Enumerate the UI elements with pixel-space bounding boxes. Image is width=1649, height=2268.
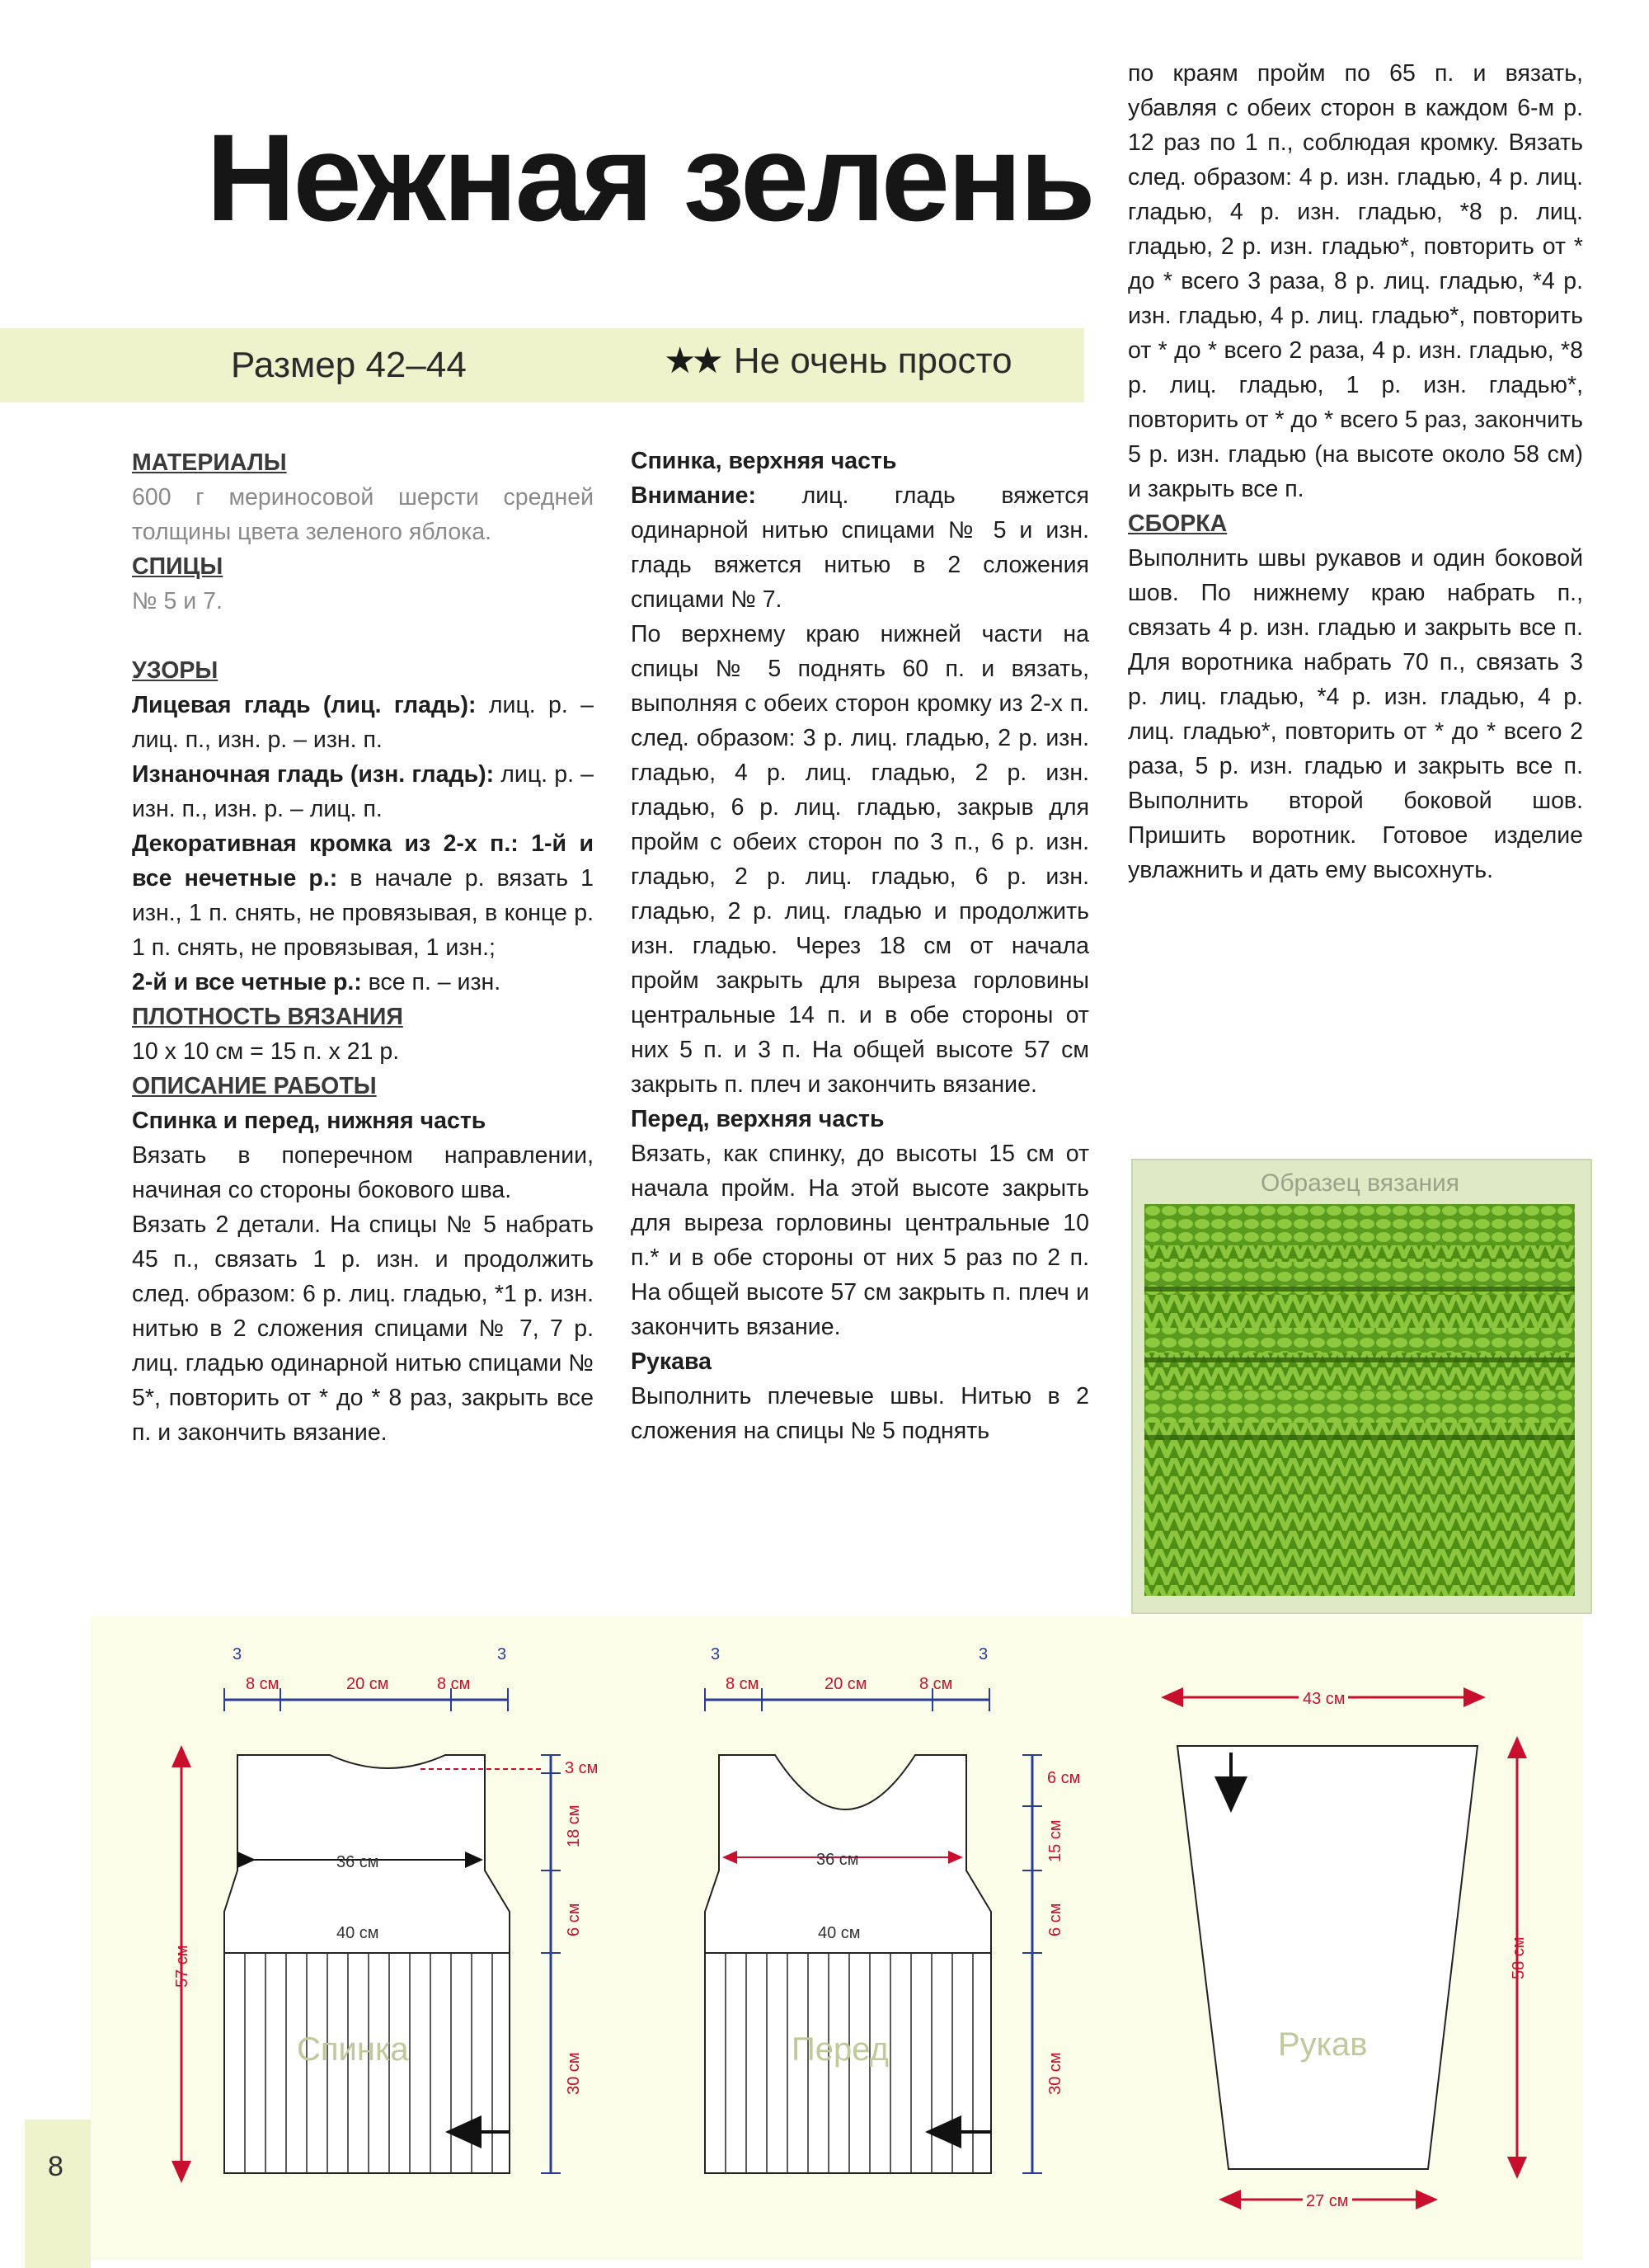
col2-definition: лиц. гладь вяжется одинарной нитью спицами № 5 и изн. гладь вяжется нитью в 2 сложения спицами № 7. — [631, 482, 1089, 613]
col2-paragraph: Выполнить плечевые швы. Нитью в 2 сложения на спицы № 5 поднять — [631, 1383, 1089, 1444]
sleeve-bottom-dim: 27 см — [1306, 2192, 1349, 2210]
sleeve-schematic — [1171, 1687, 1528, 2210]
col1-heading: ОПИСАНИЕ РАБОТЫ — [132, 1073, 377, 1099]
front-width-bottom: 40 см — [818, 1924, 861, 1942]
col2-subheading: Рукава — [631, 1348, 712, 1375]
front-top-left-dim: 8 см — [726, 1675, 759, 1693]
front-tick-left: 3 — [711, 1645, 721, 1663]
sleeve-height-dim: 58 см — [1510, 1936, 1528, 1979]
col1-paragraph: 10 х 10 см = 15 п. х 21 р. — [132, 1038, 400, 1065]
back-schematic — [173, 1645, 598, 2173]
col2-paragraph: Вязать, как спинку, до высоты 15 см от начала пройм. На этой высоте закрыть для выреза горловины центральные 10 п.* и в обе стороны от них 5 раз по 2 п. На общей высоте 57 см закрыть п. плеч и закончить вязание. — [631, 1141, 1089, 1340]
col1-paragraph: 600 г мериносовой шерсти средней толщины цвета зеленого яблока. — [132, 484, 594, 545]
back-tick-right: 3 — [497, 1645, 507, 1663]
front-schematic — [705, 1645, 1080, 2173]
front-width-mid: 36 см — [816, 1851, 859, 1869]
front-lower-dim: 30 см — [1046, 2052, 1064, 2095]
difficulty-stars-icon: ★★ — [664, 341, 719, 381]
col3-paragraph: Выполнить швы рукавов и один боковой шов. По нижнему краю набрать п., связать 4 р. изн. гладью и закрыть все п. Для воротника набрать 70 п., связать 3 р. лиц. гладью, *4 р. изн. гладью, 4 р. лиц. гладью*, повторить от * до * всего 2 раза, 5 р. изн. гладью и закрыть все п. Выполнить второй боковой шов. Пришить воротник. Готовое изделие увлажнить и дать ему высохнуть. — [1128, 545, 1583, 883]
col1-term: Декоративная кромка из 2-х п.: 1-й и все нечетные р.: — [132, 831, 594, 892]
knitting-sample-caption: Образец вязания — [1260, 1169, 1460, 1197]
sleeve-label: Рукав — [1278, 2026, 1368, 2063]
front-label: Перед — [792, 2031, 889, 2068]
back-upper-dim: 6 см — [565, 1903, 583, 1936]
front-top-right-dim: 8 см — [919, 1675, 953, 1693]
col1-subheading: Спинка и перед, нижняя часть — [132, 1108, 486, 1134]
back-width-mid: 36 см — [336, 1853, 379, 1871]
col1-heading: СПИЦЫ — [132, 553, 223, 580]
front-top-mid-dim: 20 см — [824, 1675, 867, 1693]
back-lower-dim: 30 см — [565, 2052, 583, 2095]
front-upper-dim: 6 см — [1046, 1903, 1064, 1936]
back-height-total: 57 см — [173, 1945, 191, 1988]
col1-heading: УЗОРЫ — [132, 657, 218, 684]
col1-term: Лицевая гладь (лиц. гладь): — [132, 692, 477, 718]
size-label: Размер 42–44 — [231, 345, 467, 385]
back-label: Спинка — [297, 2031, 409, 2068]
col2-term: Внимание: — [631, 482, 756, 509]
back-neck-dim: 3 см — [565, 1759, 599, 1777]
back-tick-left: 3 — [233, 1645, 242, 1663]
col1-definition: в начале р. вязать 1 изн., 1 п. снять, не провязывая, в конце р. 1 п. снять, не провязывая, 1 изн.; — [132, 865, 594, 961]
back-top-right-dim: 8 см — [437, 1675, 471, 1693]
col1-definition: лиц. р. – лиц. п., изн. р. – изн. п. — [132, 692, 594, 753]
front-armhole-dim: 15 см — [1046, 1819, 1064, 1862]
col1-definition: лиц. р. – изн. п., изн. р. – лиц. п. — [132, 761, 594, 822]
front-neck-dim: 6 см — [1047, 1769, 1081, 1787]
back-width-bottom: 40 см — [336, 1924, 379, 1942]
col1-heading: ПЛОТНОСТЬ ВЯЗАНИЯ — [132, 1004, 403, 1030]
col1-definition: все п. – изн. — [361, 969, 501, 995]
page-number: 8 — [48, 2151, 63, 2182]
difficulty-text: Не очень просто — [733, 341, 1012, 381]
back-top-mid-dim: 20 см — [346, 1675, 389, 1693]
back-top-left-dim: 8 см — [246, 1675, 280, 1693]
front-tick-right: 3 — [979, 1645, 989, 1663]
col1-heading: МАТЕРИАЛЫ — [132, 449, 287, 476]
col2-subheading: Спинка, верхняя часть — [631, 448, 897, 474]
col1-term: 2-й и все четные р.: — [132, 969, 362, 995]
col2-paragraph: По верхнему краю нижней части на спицы № 5 поднять 60 п. и вязать, выполняя с обеих сторон кромку из 2-х п. след. образом: 3 р. лиц. гладью, 2 р. изн. гладью, 4 р. лиц. гладью, 2 р. изн. гладью, 6 р. лиц. гладью, закрыв для пройм с обеих сторон по 3 п., 6 р. изн. гладью, 2 р. лиц. гладью, 6 р. изн. гладью, 2 р. лиц. гладью и продолжить изн. гладью. Через 18 см от начала пройм закрыть для выреза горловины центральные 14 п. и в обе стороны от них 5 п. и 3 п. На общей высоте 57 см закрыть п. плеч и закончить вязание. — [631, 621, 1089, 1098]
col3-heading: СБОРКА — [1128, 511, 1228, 537]
col3-paragraph: по краям пройм по 65 п. и вязать, убавляя с обеих сторон в каждом 6-м р. 12 раз по 1 п., соблюдая кромку. Вязать след. образом: 4 р. изн. гладью, 4 р. лиц. гладью, 4 р. изн. гладью, *8 р. лиц. гладью, 2 р. изн. гладью*, повторить от * до * всего 3 раза, 8 р. лиц. гладью, *4 р. изн. гладью, 4 р. лиц. гладью*, повторить от * до * всего 2 раза, 4 р. изн. гладью, *8 р. лиц. гладью, 1 р. изн. гладью*, повторить от * до * всего 5 раз, закончить 5 р. изн. гладью (на высоте около 58 см) и закрыть все п. — [1128, 60, 1583, 502]
col1-paragraph: Вязать 2 детали. На спицы № 5 набрать 45 п., связать 1 р. изн. и продолжить след. образом: 6 р. лиц. гладью, *1 р. изн. нитью в 2 сложения спицами № 7, 7 р. лиц. гладью одинарной нитью спицами № 5*, повторить от * до * 8 раз, закрыть все п. и закончить вязание. — [132, 1212, 594, 1446]
col2-subheading: Перед, верхняя часть — [631, 1106, 885, 1132]
col1-term: Изнаночная гладь (изн. гладь): — [132, 761, 495, 788]
col1-paragraph: Вязать в поперечном направлении, начиная со стороны бокового шва. — [132, 1142, 594, 1203]
back-armhole-dim: 18 см — [565, 1805, 583, 1847]
col1-paragraph: № 5 и 7. — [132, 588, 223, 614]
sleeve-top-dim: 43 см — [1303, 1690, 1346, 1708]
page-title: Нежная зелень — [206, 108, 1093, 247]
